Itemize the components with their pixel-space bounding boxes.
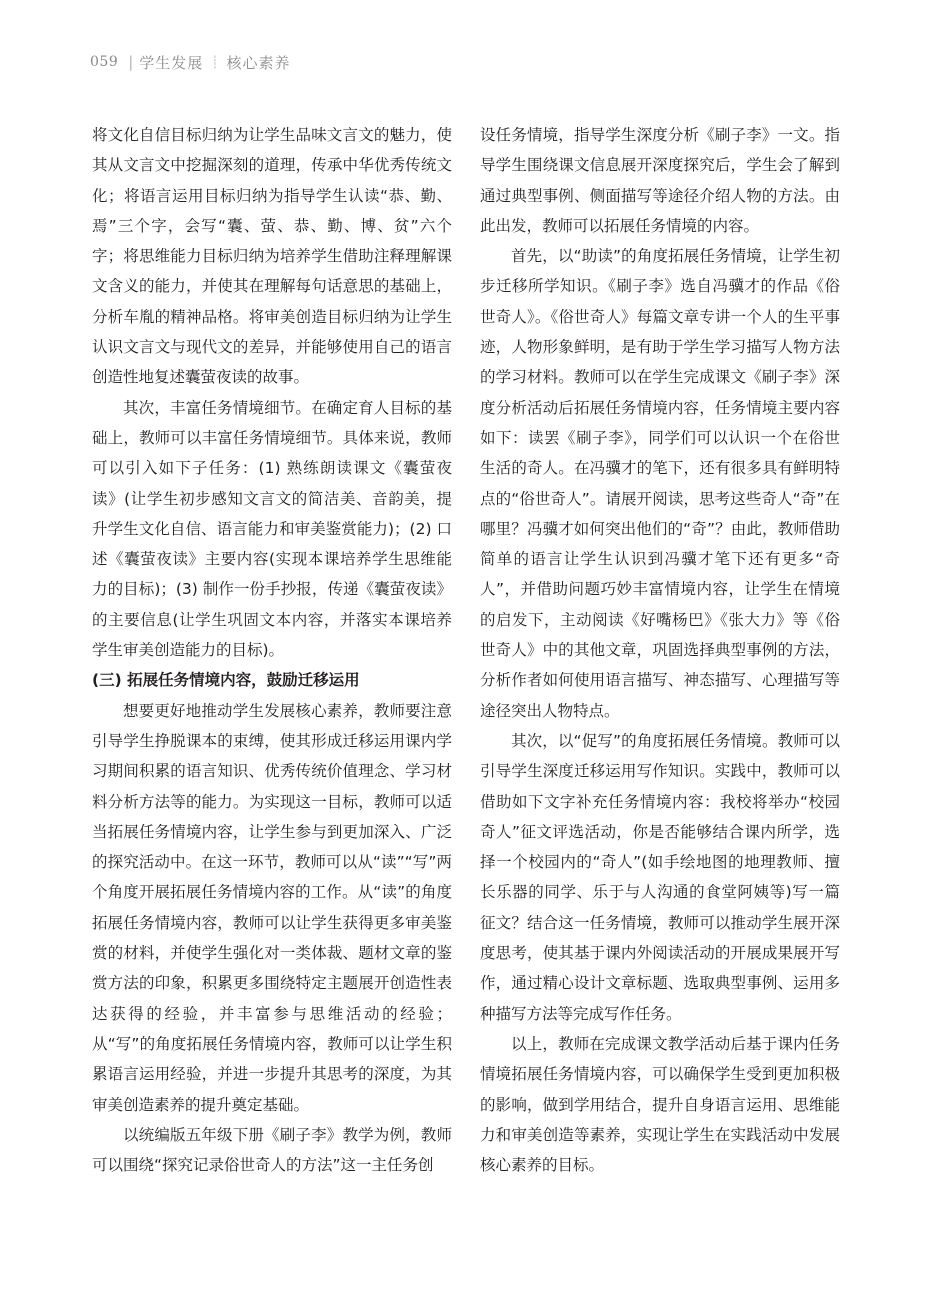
paragraph: 首先，以“助读”的角度拓展任务情境，让学生初步迁移所学知识。《刷子李》选自冯骥才的作品《俗世奇人》。《俗世奇人》每篇文章专讲一个人的生平事迹，人物形象鲜明，是有助于学生学习描写人物方法的学习材料。教师可以在学生完成课文《刷子李》深度分析活动后拓展任务情境内容，任务情境主要内容如下：读罢《刷子李》，同学们可以认识一个在俗世生活的奇人。在冯骥才的笔下，还有很多具有鲜明特点的“俗世奇人”。请展开阅读，思考这些奇人“奇”在哪里？冯骥才如何突出他们的“奇”？由此，教师借助简单的语言让学生认识到冯骥才笔下还有更多“奇人”，并借助问题巧妙丰富情境内容，让学生在情境的启发下，主动阅读《好嘴杨巴》《张大力》等《俗世奇人》中的其他文章，巩固选择典型事例的方法，分析作者如何使用语言描写、神态描写、心理描写等途径突出人物特点。 <box>480 247 840 720</box>
paragraph: 想要更好地推动学生发展核心素养，教师要注意引导学生挣脱课本的束缚，使其形成迁移运用课内学习期间积累的语言知识、优秀传统价值理念、学习材料分析方法等的能力。为实现这一目标，教师可以适当拓展任务情境内容，让学生参与到更加深入、广泛的探究活动中。在这一环节，教师可以从“读”“写”两个角度开展拓展任务情境内容的工作。从“读”的角度拓展任务情境内容，教师可以让学生获得更多审美鉴赏的材料，并使学生强化对一类体裁、题材文章的鉴赏方法的印象，积累更多围绕特定主题展开创造性表达获得的经验，并丰富参与思维活动的经验；从“写”的角度拓展任务情境内容，教师可以让学生积累语言运用经验，并进一步提升其思考的深度，为其审美创造素养的提升奠定基础。 <box>92 701 452 1114</box>
section-title: 学生发展 <box>139 53 204 72</box>
header-divider: | <box>128 53 134 71</box>
page-number: 059 <box>90 54 119 70</box>
subsection-title: 核心素养 <box>226 53 291 72</box>
paragraph: 其次，以“促写”的角度拓展任务情境。教师可以引导学生深度迁移运用写作知识。实践中，教师可以借助如下文字补充任务情境内容：我校将举办“校园奇人”征文评选活动，你是否能够结合课内所学，选择一个校园内的“奇人”(如手绘地图的地理教师、擅长乐器的同学、乐于与人沟通的食堂阿姨等)写一篇征文？结合这一任务情境，教师可以推动学生展开深度思考，使其基于课内外阅读活动的开展成果展开写作，通过精心设计文章标题、选取典型事例、运用多种描写方法等完成写作任务。 <box>480 731 840 1023</box>
paragraph: 其次，丰富任务情境细节。在确定育人目标的基础上，教师可以丰富任务情境细节。具体来说，教师可以引入如下子任务：(1) 熟练朗读课文《囊萤夜读》(让学生初步感知文言文的简洁美、音韵美，提升学生文化自信、语言能力和审美鉴赏能力)；(2) 口述《囊萤夜读》主要内容(实现本课培养学生思维能力的目标)；(3) 制作一份手抄报，传递《囊萤夜读》的主要信息(让学生巩固文本内容，并落实本课培养学生审美创造能力的目标)。 <box>92 398 452 660</box>
paragraph: 以上，教师在完成课文教学活动后基于课内任务情境拓展任务情境内容，可以确保学生受到更加积极的影响，做到学用结合，提升自身语言运用、思维能力和审美创造等素养，实现让学生在实践活动中发展核心素养的目标。 <box>480 1034 840 1175</box>
running-header <box>90 50 291 74</box>
left-column <box>92 120 452 1180</box>
header-divider-dotted: ┊ <box>211 55 219 69</box>
right-column <box>480 120 840 1180</box>
section-subheading: (三) 拓展任务情境内容，鼓励迁移运用 <box>92 671 360 690</box>
paragraph: 以统编版五年级下册《刷子李》教学为例，教师可以围绕“探究记录俗世奇人的方法”这一主任务创 <box>92 1125 452 1175</box>
paragraph: 将文化自信目标归纳为让学生品味文言文的魅力，使其从文言文中挖掘深刻的道理，传承中华优秀传统文化；将语言运用目标归纳为指导学生认读“恭、勤、焉”三个字，会写“囊、萤、恭、勤、博、贫”六个字；将思维能力目标归纳为培养学生借助注释理解课文含义的能力，并使其在理解每句话意思的基础上，分析车胤的精神品格。将审美创造目标归纳为让学生认识文言文与现代文的差异，并能够使用自己的语言创造性地复述囊萤夜读的故事。 <box>92 126 452 387</box>
paragraph: 设任务情境，指导学生深度分析《刷子李》一文。指导学生围绕课文信息展开深度探究后，学生会了解到通过典型事例、侧面描写等途径介绍人物的方法。由此出发，教师可以拓展任务情境的内容。 <box>480 126 840 235</box>
